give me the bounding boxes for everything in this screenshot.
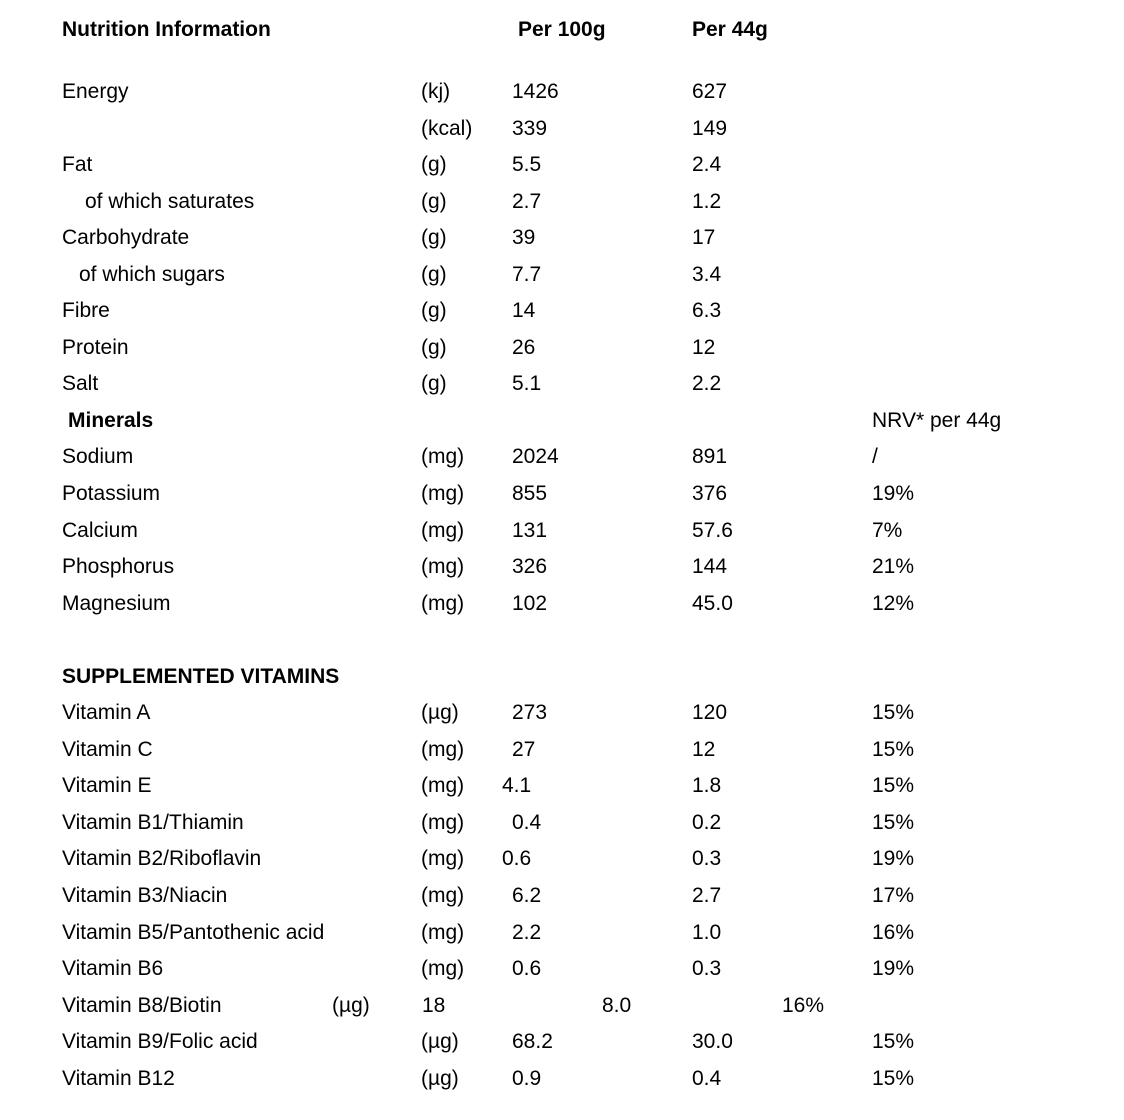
vitamin-name: Vitamin B8/Biotin [62, 994, 222, 1017]
nutrient-name: Carbohydrate [62, 226, 190, 249]
vitamin-unit: (mg) [421, 884, 465, 907]
mineral-per-44g: 144 [692, 555, 728, 578]
mineral-per-100g: 102 [512, 592, 548, 615]
vitamin-per-100g: 273 [512, 701, 548, 724]
per-100g-header: Per 100g [518, 18, 606, 41]
mineral-per-100g: 326 [512, 555, 548, 578]
vitamin-name: Vitamin B5/Pantothenic acid [62, 921, 325, 944]
nutrient-per-44g: 6.3 [692, 299, 722, 322]
vitamin-per-44g: 0.2 [692, 811, 722, 834]
nutrient-per-44g: 1.2 [692, 190, 722, 213]
mineral-name: Calcium [62, 519, 138, 542]
nrv-heading: NRV* per 44g [872, 409, 1002, 432]
vitamin-name: Vitamin A [62, 701, 151, 724]
nutrient-per-44g: 2.4 [692, 153, 722, 176]
vitamin-nrv: 16% [872, 921, 915, 944]
vitamin-per-44g: 1.8 [692, 774, 722, 797]
vitamin-name: Vitamin B12 [62, 1067, 175, 1090]
vitamin-per-100g: 6.2 [512, 884, 542, 907]
vitamin-per-44g: 0.3 [692, 847, 722, 870]
vitamin-nrv: 15% [872, 1030, 915, 1053]
nutrient-name: Fibre [62, 299, 110, 322]
vitamin-unit: (mg) [421, 774, 465, 797]
per-44g-header: Per 44g [692, 18, 768, 41]
vitamin-unit: (mg) [421, 921, 465, 944]
vitamin-nrv: 19% [872, 957, 915, 980]
nutrient-name: of which sugars [79, 263, 225, 286]
mineral-per-44g: 57.6 [692, 519, 733, 542]
nutrient-name: Energy [62, 80, 129, 103]
vitamin-per-100g: 18 [422, 994, 446, 1017]
mineral-nrv: 12% [872, 592, 915, 615]
vitamin-per-100g: 0.9 [512, 1067, 542, 1090]
vitamin-nrv: 15% [872, 701, 915, 724]
vitamin-unit: (µg) [421, 701, 459, 724]
vitamin-per-44g: 120 [692, 701, 728, 724]
nutrient-unit: (g) [421, 372, 447, 395]
vitamin-unit: (µg) [332, 994, 370, 1017]
vitamin-nrv: 19% [872, 847, 915, 870]
nutrient-per-44g: 3.4 [692, 263, 722, 286]
vitamin-name: Vitamin B6 [62, 957, 164, 980]
mineral-unit: (mg) [421, 592, 465, 615]
vitamin-nrv: 15% [872, 774, 915, 797]
nutrient-per-100g: 26 [512, 336, 536, 359]
nutrient-per-44g: 627 [692, 80, 728, 103]
mineral-name: Phosphorus [62, 555, 175, 578]
vitamin-per-44g: 8.0 [602, 994, 632, 1017]
vitamin-name: Vitamin B9/Folic acid [62, 1030, 258, 1053]
nutrient-unit: (g) [421, 336, 447, 359]
mineral-name: Potassium [62, 482, 161, 505]
vitamin-unit: (mg) [421, 738, 465, 761]
page-title: Nutrition Information [62, 18, 271, 41]
vitamin-per-44g: 30.0 [692, 1030, 733, 1053]
nutrient-unit: (kcal) [421, 117, 473, 140]
vitamin-per-100g: 68.2 [512, 1030, 553, 1053]
nutrient-unit: (g) [421, 226, 447, 249]
nutrient-per-100g: 39 [512, 226, 536, 249]
mineral-unit: (mg) [421, 482, 465, 505]
vitamin-unit: (µg) [421, 1067, 459, 1090]
mineral-unit: (mg) [421, 445, 465, 468]
vitamin-nrv: 15% [872, 738, 915, 761]
mineral-nrv: 21% [872, 555, 915, 578]
vitamin-per-44g: 12 [692, 738, 716, 761]
vitamin-per-100g: 0.6 [512, 957, 542, 980]
nutrient-unit: (g) [421, 190, 447, 213]
mineral-per-100g: 131 [512, 519, 548, 542]
vitamin-per-44g: 1.0 [692, 921, 722, 944]
nutrient-unit: (g) [421, 263, 447, 286]
vitamin-unit: (mg) [421, 847, 465, 870]
mineral-per-44g: 376 [692, 482, 728, 505]
mineral-unit: (mg) [421, 555, 465, 578]
minerals-heading: Minerals [68, 409, 154, 432]
vitamin-name: Vitamin B3/Niacin [62, 884, 228, 907]
mineral-unit: (mg) [421, 519, 465, 542]
nutrient-per-100g: 339 [512, 117, 548, 140]
vitamin-per-100g: 0.4 [512, 811, 542, 834]
vitamin-per-44g: 2.7 [692, 884, 722, 907]
nutrient-per-100g: 5.1 [512, 372, 542, 395]
mineral-name: Sodium [62, 445, 134, 468]
nutrient-per-100g: 14 [512, 299, 536, 322]
vitamin-name: Vitamin E [62, 774, 152, 797]
vitamin-unit: (mg) [421, 811, 465, 834]
vitamin-unit: (mg) [421, 957, 465, 980]
vitamin-per-44g: 0.4 [692, 1067, 722, 1090]
vitamin-nrv: 15% [872, 811, 915, 834]
vitamin-per-100g: 0.6 [502, 847, 532, 870]
nutrient-per-100g: 2.7 [512, 190, 542, 213]
vitamin-unit: (µg) [421, 1030, 459, 1053]
nutrient-unit: (g) [421, 153, 447, 176]
nutrient-name: Salt [62, 372, 99, 395]
nutrient-per-100g: 5.5 [512, 153, 542, 176]
vitamin-per-100g: 4.1 [502, 774, 532, 797]
nutrient-unit: (g) [421, 299, 447, 322]
mineral-nrv: 19% [872, 482, 915, 505]
mineral-per-44g: 45.0 [692, 592, 733, 615]
vitamin-per-100g: 27 [512, 738, 536, 761]
mineral-per-100g: 2024 [512, 445, 559, 468]
vitamin-name: Vitamin B1/Thiamin [62, 811, 244, 834]
vitamin-nrv: 15% [872, 1067, 915, 1090]
vitamin-nrv: 17% [872, 884, 915, 907]
mineral-nrv: 7% [872, 519, 903, 542]
vitamin-per-100g: 2.2 [512, 921, 542, 944]
nutrient-name: Protein [62, 336, 129, 359]
vitamin-name: Vitamin C [62, 738, 153, 761]
nutrient-unit: (kj) [421, 80, 451, 103]
vitamin-nrv: 16% [782, 994, 825, 1017]
mineral-nrv: / [872, 445, 878, 468]
nutrient-per-44g: 17 [692, 226, 716, 249]
nutrient-name: Fat [62, 153, 93, 176]
mineral-per-44g: 891 [692, 445, 728, 468]
mineral-per-100g: 855 [512, 482, 548, 505]
nutrient-per-100g: 7.7 [512, 263, 542, 286]
nutrient-name: of which saturates [85, 190, 255, 213]
mineral-name: Magnesium [62, 592, 171, 615]
nutrient-per-44g: 2.2 [692, 372, 722, 395]
nutrient-per-44g: 12 [692, 336, 716, 359]
vitamins-heading: SUPPLEMENTED VITAMINS [62, 665, 340, 688]
nutrient-per-44g: 149 [692, 117, 728, 140]
vitamin-per-44g: 0.3 [692, 957, 722, 980]
nutrient-per-100g: 1426 [512, 80, 559, 103]
vitamin-name: Vitamin B2/Riboflavin [62, 847, 262, 870]
